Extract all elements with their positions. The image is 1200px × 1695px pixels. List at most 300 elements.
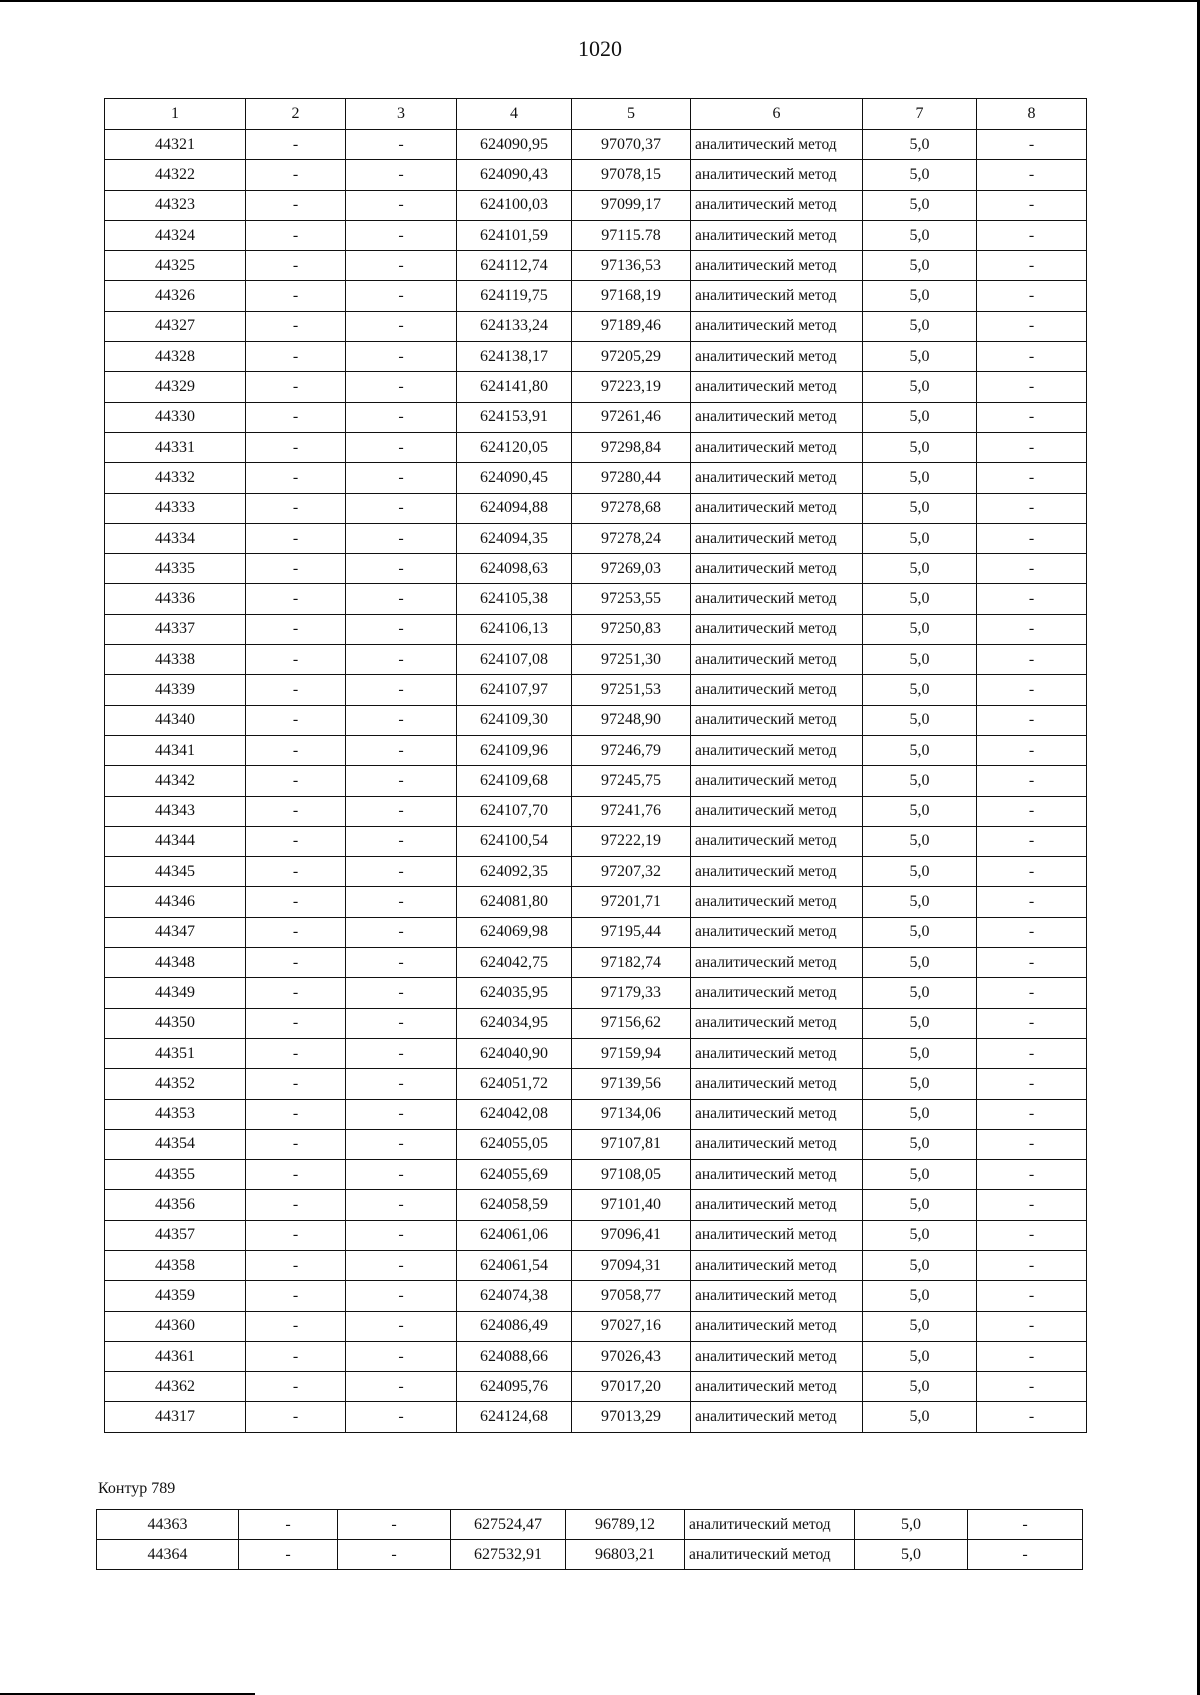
table-cell: - bbox=[346, 948, 457, 978]
table-cell: - bbox=[346, 463, 457, 493]
table-cell: 624107,70 bbox=[457, 796, 572, 826]
table-row bbox=[105, 493, 1087, 523]
table-row bbox=[105, 1190, 1087, 1220]
table-cell: 97096,41 bbox=[572, 1220, 691, 1250]
table-cell: - bbox=[346, 190, 457, 220]
table-row bbox=[105, 1341, 1087, 1371]
table-cell: - bbox=[977, 766, 1087, 796]
table-cell: 44352 bbox=[105, 1069, 246, 1099]
table-cell: 624090,45 bbox=[457, 463, 572, 493]
table-cell: аналитический метод bbox=[691, 463, 863, 493]
table-cell: 97099,17 bbox=[572, 190, 691, 220]
contour-table-body bbox=[97, 1510, 1083, 1570]
table-cell: 97298,84 bbox=[572, 432, 691, 462]
table-cell: 624153,91 bbox=[457, 402, 572, 432]
table-cell: 44348 bbox=[105, 948, 246, 978]
table-cell: 5,0 bbox=[863, 1008, 977, 1038]
table-cell: 97278,68 bbox=[572, 493, 691, 523]
table-cell: - bbox=[246, 251, 346, 281]
table-cell: - bbox=[977, 735, 1087, 765]
table-cell: 5,0 bbox=[855, 1510, 968, 1540]
table-cell: 5,0 bbox=[863, 493, 977, 523]
table-cell: - bbox=[977, 1069, 1087, 1099]
table-cell: 624109,68 bbox=[457, 766, 572, 796]
table-cell: 624101,59 bbox=[457, 220, 572, 250]
table-cell: 624061,06 bbox=[457, 1220, 572, 1250]
table-cell: - bbox=[977, 614, 1087, 644]
table-cell: 624109,30 bbox=[457, 705, 572, 735]
table-cell: - bbox=[977, 432, 1087, 462]
table-cell: аналитический метод bbox=[685, 1510, 855, 1540]
table-cell: - bbox=[977, 1281, 1087, 1311]
table-cell: 624100,03 bbox=[457, 190, 572, 220]
table-cell: аналитический метод bbox=[691, 1129, 863, 1159]
table-cell: - bbox=[239, 1540, 338, 1570]
table-cell: - bbox=[346, 645, 457, 675]
table-cell: 97223,19 bbox=[572, 372, 691, 402]
table-cell: - bbox=[977, 523, 1087, 553]
table-cell: 624074,38 bbox=[457, 1281, 572, 1311]
table-cell: - bbox=[346, 402, 457, 432]
table-cell: - bbox=[246, 220, 346, 250]
table-cell: - bbox=[338, 1540, 451, 1570]
table-cell: 624040,90 bbox=[457, 1038, 572, 1068]
table-cell: 44362 bbox=[105, 1372, 246, 1402]
table-cell: аналитический метод bbox=[691, 826, 863, 856]
table-cell: аналитический метод bbox=[691, 1008, 863, 1038]
table-cell: 624094,88 bbox=[457, 493, 572, 523]
table-cell: 97207,32 bbox=[572, 857, 691, 887]
table-cell: - bbox=[977, 675, 1087, 705]
table-cell: - bbox=[346, 160, 457, 190]
table-cell: 97108,05 bbox=[572, 1160, 691, 1190]
table-cell: 624061,54 bbox=[457, 1250, 572, 1280]
table-row bbox=[105, 463, 1087, 493]
table-cell: - bbox=[346, 1160, 457, 1190]
table-cell: аналитический метод bbox=[691, 766, 863, 796]
table-cell: - bbox=[246, 1220, 346, 1250]
table-cell: - bbox=[977, 220, 1087, 250]
table-cell: - bbox=[346, 493, 457, 523]
table-cell: - bbox=[346, 251, 457, 281]
column-header: 4 bbox=[457, 99, 572, 130]
table-cell: аналитический метод bbox=[691, 948, 863, 978]
table-cell: 44331 bbox=[105, 432, 246, 462]
table-cell: аналитический метод bbox=[691, 917, 863, 947]
table-cell: - bbox=[346, 978, 457, 1008]
table-cell: 97261,46 bbox=[572, 402, 691, 432]
table-cell: 97013,29 bbox=[572, 1402, 691, 1432]
table-cell: 5,0 bbox=[863, 705, 977, 735]
table-cell: аналитический метод bbox=[691, 1069, 863, 1099]
table-cell: 624107,08 bbox=[457, 645, 572, 675]
table-row bbox=[105, 1281, 1087, 1311]
table-cell: аналитический метод bbox=[691, 1341, 863, 1371]
table-cell: - bbox=[977, 1311, 1087, 1341]
table-cell: - bbox=[346, 796, 457, 826]
table-cell: - bbox=[977, 190, 1087, 220]
table-cell: - bbox=[346, 1341, 457, 1371]
table-cell: 44317 bbox=[105, 1402, 246, 1432]
table-cell: - bbox=[977, 584, 1087, 614]
table-cell: 5,0 bbox=[863, 887, 977, 917]
table-cell: 97253,55 bbox=[572, 584, 691, 614]
table-cell: - bbox=[977, 251, 1087, 281]
table-cell: аналитический метод bbox=[691, 1311, 863, 1341]
table-row bbox=[105, 523, 1087, 553]
table-cell: - bbox=[246, 614, 346, 644]
table-cell: 624141,80 bbox=[457, 372, 572, 402]
table-cell: аналитический метод bbox=[691, 130, 863, 160]
table-cell: 44338 bbox=[105, 645, 246, 675]
table-row bbox=[105, 1372, 1087, 1402]
table-cell: 624034,95 bbox=[457, 1008, 572, 1038]
table-cell: 97078,15 bbox=[572, 160, 691, 190]
table-cell: - bbox=[246, 311, 346, 341]
table-cell: 97205,29 bbox=[572, 342, 691, 372]
table-cell: аналитический метод bbox=[691, 1372, 863, 1402]
table-cell: 5,0 bbox=[863, 1190, 977, 1220]
table-cell: аналитический метод bbox=[685, 1540, 855, 1570]
table-row bbox=[105, 372, 1087, 402]
table-cell: 44330 bbox=[105, 402, 246, 432]
table-cell: - bbox=[246, 887, 346, 917]
table-cell: аналитический метод bbox=[691, 402, 863, 432]
table-cell: 44341 bbox=[105, 735, 246, 765]
table-cell: 44324 bbox=[105, 220, 246, 250]
table-cell: 5,0 bbox=[863, 342, 977, 372]
table-cell: - bbox=[246, 1281, 346, 1311]
table-cell: аналитический метод bbox=[691, 493, 863, 523]
table-cell: 97027,16 bbox=[572, 1311, 691, 1341]
column-header: 8 bbox=[977, 99, 1087, 130]
table-cell: 624112,74 bbox=[457, 251, 572, 281]
table-cell: 44353 bbox=[105, 1099, 246, 1129]
table-cell: аналитический метод bbox=[691, 554, 863, 584]
table-cell: - bbox=[346, 1038, 457, 1068]
table-cell: 97139,56 bbox=[572, 1069, 691, 1099]
table-row bbox=[105, 130, 1087, 160]
table-cell: 44355 bbox=[105, 1160, 246, 1190]
table-cell: - bbox=[246, 1160, 346, 1190]
table-row bbox=[105, 826, 1087, 856]
table-cell: 627524,47 bbox=[451, 1510, 566, 1540]
table-cell: 44323 bbox=[105, 190, 246, 220]
table-cell: - bbox=[977, 1008, 1087, 1038]
table-row bbox=[105, 887, 1087, 917]
table-row bbox=[105, 1311, 1087, 1341]
table-cell: 96803,21 bbox=[566, 1540, 685, 1570]
table-cell: - bbox=[977, 645, 1087, 675]
table-cell: 624138,17 bbox=[457, 342, 572, 372]
table-cell: - bbox=[977, 130, 1087, 160]
table-cell: 5,0 bbox=[863, 978, 977, 1008]
table-row bbox=[105, 311, 1087, 341]
table-cell: 97201,71 bbox=[572, 887, 691, 917]
table-cell: 97115.78 bbox=[572, 220, 691, 250]
table-row bbox=[105, 1250, 1087, 1280]
table-cell: аналитический метод bbox=[691, 251, 863, 281]
table-cell: - bbox=[346, 826, 457, 856]
table-cell: 5,0 bbox=[863, 1281, 977, 1311]
table-cell: - bbox=[246, 1069, 346, 1099]
table-cell: 44335 bbox=[105, 554, 246, 584]
table-cell: 44356 bbox=[105, 1190, 246, 1220]
table-cell: - bbox=[977, 978, 1087, 1008]
table-cell: 44354 bbox=[105, 1129, 246, 1159]
table-cell: 97246,79 bbox=[572, 735, 691, 765]
table-cell: 44340 bbox=[105, 705, 246, 735]
table-row bbox=[105, 1129, 1087, 1159]
table-cell: - bbox=[977, 917, 1087, 947]
table-cell: 5,0 bbox=[863, 645, 977, 675]
table-cell: аналитический метод bbox=[691, 978, 863, 1008]
table-cell: аналитический метод bbox=[691, 523, 863, 553]
table-cell: - bbox=[246, 463, 346, 493]
table-row bbox=[105, 735, 1087, 765]
table-cell: 624119,75 bbox=[457, 281, 572, 311]
table-cell: 5,0 bbox=[863, 675, 977, 705]
table-cell: аналитический метод bbox=[691, 857, 863, 887]
table-cell: аналитический метод bbox=[691, 311, 863, 341]
table-cell: 5,0 bbox=[863, 160, 977, 190]
table-cell: - bbox=[239, 1510, 338, 1540]
table-cell: 5,0 bbox=[863, 190, 977, 220]
table-cell: - bbox=[246, 645, 346, 675]
table-cell: 624058,59 bbox=[457, 1190, 572, 1220]
table-cell: 44339 bbox=[105, 675, 246, 705]
table-cell: 624109,96 bbox=[457, 735, 572, 765]
table-cell: - bbox=[977, 1341, 1087, 1371]
table-cell: аналитический метод bbox=[691, 1402, 863, 1432]
table-cell: - bbox=[977, 402, 1087, 432]
table-row bbox=[105, 978, 1087, 1008]
table-cell: 5,0 bbox=[863, 584, 977, 614]
table-row bbox=[105, 1099, 1087, 1129]
table-cell: 97070,37 bbox=[572, 130, 691, 160]
table-cell: 44328 bbox=[105, 342, 246, 372]
table-cell: - bbox=[246, 1341, 346, 1371]
table-row bbox=[105, 614, 1087, 644]
table-cell: 624107,97 bbox=[457, 675, 572, 705]
table-cell: 627532,91 bbox=[451, 1540, 566, 1570]
table-cell: - bbox=[246, 1190, 346, 1220]
table-cell: 624092,35 bbox=[457, 857, 572, 887]
table-cell: - bbox=[346, 554, 457, 584]
table-cell: - bbox=[968, 1540, 1083, 1570]
table-row bbox=[105, 432, 1087, 462]
table-cell: - bbox=[246, 978, 346, 1008]
table-cell: 97094,31 bbox=[572, 1250, 691, 1280]
table-cell: 5,0 bbox=[863, 220, 977, 250]
table-cell: 5,0 bbox=[863, 1160, 977, 1190]
table-cell: 5,0 bbox=[863, 735, 977, 765]
table-row bbox=[105, 1069, 1087, 1099]
table-cell: - bbox=[977, 796, 1087, 826]
table-cell: 624120,05 bbox=[457, 432, 572, 462]
table-cell: - bbox=[346, 1190, 457, 1220]
table-cell: 44360 bbox=[105, 1311, 246, 1341]
table-cell: 5,0 bbox=[863, 1099, 977, 1129]
table-cell: 624090,95 bbox=[457, 130, 572, 160]
table-cell: аналитический метод bbox=[691, 645, 863, 675]
table-cell: 5,0 bbox=[863, 130, 977, 160]
table-cell: 97026,43 bbox=[572, 1341, 691, 1371]
table-row bbox=[105, 402, 1087, 432]
table-cell: - bbox=[246, 1250, 346, 1280]
table-cell: 97280,44 bbox=[572, 463, 691, 493]
table-cell: - bbox=[977, 826, 1087, 856]
table-cell: 44364 bbox=[97, 1540, 239, 1570]
table-cell: 44350 bbox=[105, 1008, 246, 1038]
table-cell: - bbox=[346, 281, 457, 311]
table-cell: - bbox=[977, 372, 1087, 402]
table-row bbox=[105, 342, 1087, 372]
table-cell: 5,0 bbox=[863, 281, 977, 311]
table-cell: 97278,24 bbox=[572, 523, 691, 553]
table-cell: - bbox=[346, 1372, 457, 1402]
table-cell: - bbox=[346, 523, 457, 553]
table-cell: - bbox=[246, 1311, 346, 1341]
table-cell: 624086,49 bbox=[457, 1311, 572, 1341]
table-cell: 5,0 bbox=[863, 1129, 977, 1159]
table-row bbox=[105, 645, 1087, 675]
table-cell: - bbox=[346, 675, 457, 705]
table-cell: 97251,30 bbox=[572, 645, 691, 675]
table-cell: 624094,35 bbox=[457, 523, 572, 553]
table-cell: 624055,05 bbox=[457, 1129, 572, 1159]
table-cell: 5,0 bbox=[863, 917, 977, 947]
table-cell: - bbox=[977, 1190, 1087, 1220]
table-cell: - bbox=[977, 281, 1087, 311]
column-header: 3 bbox=[346, 99, 457, 130]
table-cell: 5,0 bbox=[863, 1311, 977, 1341]
table-row bbox=[105, 1402, 1087, 1432]
table-cell: 44342 bbox=[105, 766, 246, 796]
table-cell: аналитический метод bbox=[691, 160, 863, 190]
table-cell: - bbox=[246, 1099, 346, 1129]
contour-table bbox=[96, 1509, 1083, 1570]
table-cell: 5,0 bbox=[863, 1402, 977, 1432]
table-cell: аналитический метод bbox=[691, 1190, 863, 1220]
table-cell: - bbox=[246, 1372, 346, 1402]
table-row bbox=[105, 917, 1087, 947]
table-row bbox=[105, 281, 1087, 311]
table-cell: 5,0 bbox=[863, 614, 977, 644]
table-cell: - bbox=[977, 463, 1087, 493]
table-cell: 44358 bbox=[105, 1250, 246, 1280]
table-cell: 97107,81 bbox=[572, 1129, 691, 1159]
table-cell: 97058,77 bbox=[572, 1281, 691, 1311]
table-cell: 44349 bbox=[105, 978, 246, 1008]
table-cell: - bbox=[346, 614, 457, 644]
column-header: 1 bbox=[105, 99, 246, 130]
table-cell: 44344 bbox=[105, 826, 246, 856]
table-cell: 97241,76 bbox=[572, 796, 691, 826]
table-cell: 624081,80 bbox=[457, 887, 572, 917]
table-cell: 97248,90 bbox=[572, 705, 691, 735]
table-cell: 44347 bbox=[105, 917, 246, 947]
table-cell: 97136,53 bbox=[572, 251, 691, 281]
table-cell: - bbox=[346, 857, 457, 887]
table-cell: 97179,33 bbox=[572, 978, 691, 1008]
table-row bbox=[105, 160, 1087, 190]
column-header: 7 bbox=[863, 99, 977, 130]
table-cell: - bbox=[346, 342, 457, 372]
table-cell: 44361 bbox=[105, 1341, 246, 1371]
column-header: 5 bbox=[572, 99, 691, 130]
table-cell: 624100,54 bbox=[457, 826, 572, 856]
table-cell: 97269,03 bbox=[572, 554, 691, 584]
table-cell: - bbox=[977, 342, 1087, 372]
table-cell: 97189,46 bbox=[572, 311, 691, 341]
table-cell: аналитический метод bbox=[691, 584, 863, 614]
table-cell: - bbox=[246, 190, 346, 220]
table-cell: аналитический метод bbox=[691, 614, 863, 644]
table-cell: 44332 bbox=[105, 463, 246, 493]
table-row bbox=[105, 766, 1087, 796]
table-cell: 97156,62 bbox=[572, 1008, 691, 1038]
table-cell: 624105,38 bbox=[457, 584, 572, 614]
table-cell: 97017,20 bbox=[572, 1372, 691, 1402]
table-cell: 97245,75 bbox=[572, 766, 691, 796]
table-cell: - bbox=[246, 1402, 346, 1432]
table-cell: 5,0 bbox=[863, 523, 977, 553]
table-cell: - bbox=[246, 948, 346, 978]
table-cell: аналитический метод bbox=[691, 1220, 863, 1250]
table-cell: 5,0 bbox=[863, 796, 977, 826]
table-row bbox=[105, 220, 1087, 250]
table-cell: аналитический метод bbox=[691, 220, 863, 250]
table-cell: - bbox=[246, 857, 346, 887]
table-cell: 44363 bbox=[97, 1510, 239, 1540]
table-cell: 44333 bbox=[105, 493, 246, 523]
table-cell: 5,0 bbox=[863, 463, 977, 493]
table-cell: 5,0 bbox=[863, 402, 977, 432]
table-cell: - bbox=[246, 1038, 346, 1068]
table-cell: - bbox=[246, 372, 346, 402]
table-cell: - bbox=[346, 220, 457, 250]
table-cell: аналитический метод bbox=[691, 735, 863, 765]
table-cell: 5,0 bbox=[863, 1069, 977, 1099]
scan-border-top bbox=[0, 0, 1200, 2]
table-cell: 44359 bbox=[105, 1281, 246, 1311]
table-cell: - bbox=[246, 523, 346, 553]
table-cell: - bbox=[977, 1220, 1087, 1250]
table-cell: - bbox=[246, 432, 346, 462]
table-cell: - bbox=[346, 432, 457, 462]
table-cell: 44343 bbox=[105, 796, 246, 826]
table-cell: - bbox=[346, 887, 457, 917]
table-cell: - bbox=[246, 160, 346, 190]
table-cell: - bbox=[977, 1372, 1087, 1402]
table-cell: - bbox=[346, 1129, 457, 1159]
table-cell: - bbox=[346, 917, 457, 947]
table-row bbox=[105, 857, 1087, 887]
table-cell: 624042,75 bbox=[457, 948, 572, 978]
table-cell: - bbox=[346, 1311, 457, 1341]
table-cell: - bbox=[246, 796, 346, 826]
table-cell: 44329 bbox=[105, 372, 246, 402]
table-cell: 5,0 bbox=[863, 554, 977, 584]
table-cell: - bbox=[246, 342, 346, 372]
table-cell: 97168,19 bbox=[572, 281, 691, 311]
table-body bbox=[105, 130, 1087, 1433]
table-row bbox=[105, 948, 1087, 978]
table-cell: 44321 bbox=[105, 130, 246, 160]
table-cell: аналитический метод bbox=[691, 705, 863, 735]
table-cell: 44326 bbox=[105, 281, 246, 311]
